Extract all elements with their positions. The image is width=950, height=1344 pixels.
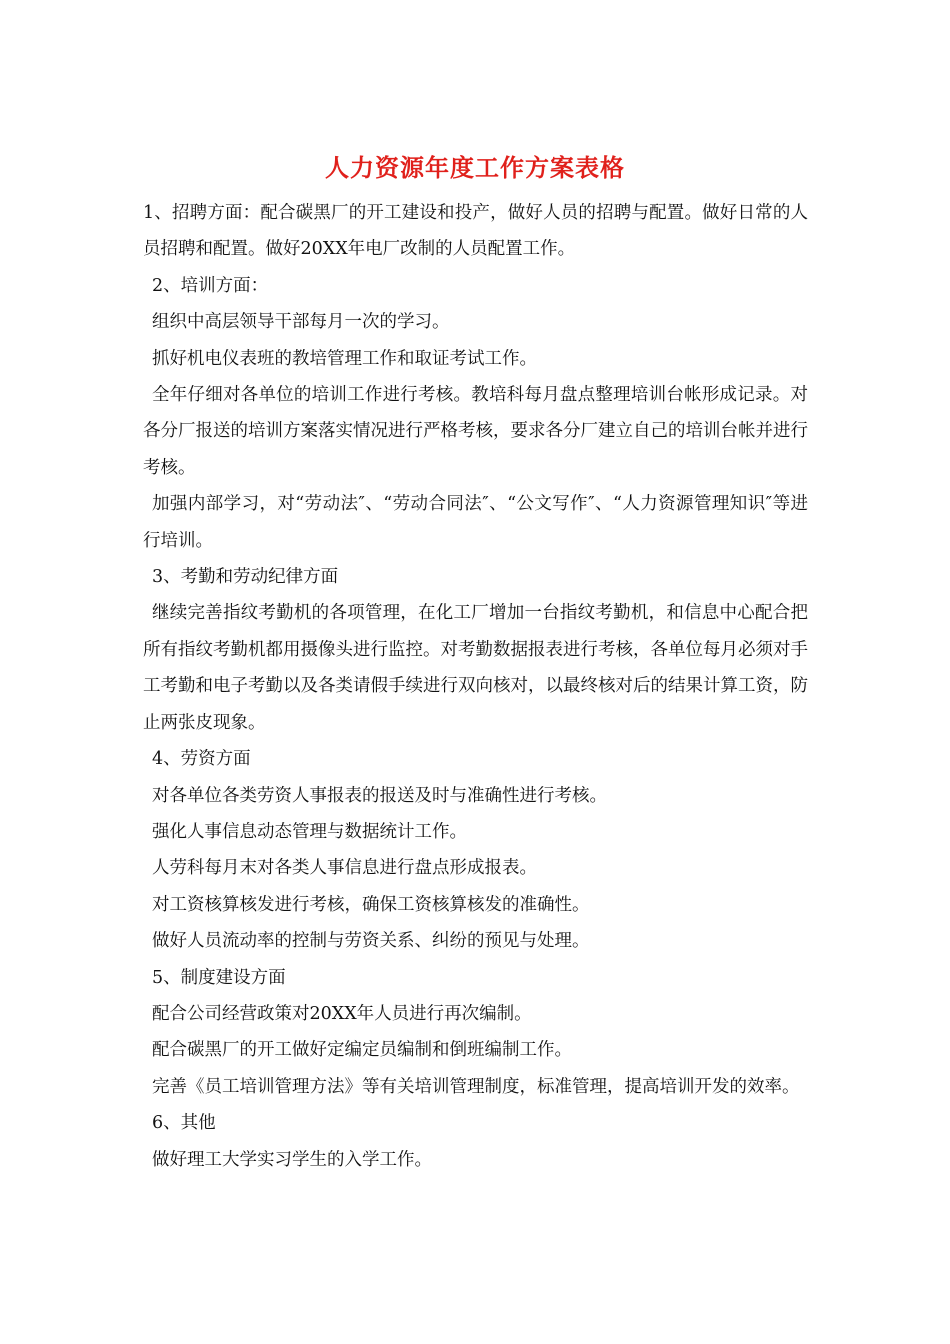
paragraph: 组织中高层领导干部每月一次的学习。: [152, 312, 450, 333]
paragraph: 全年仔细对各单位的培训工作进行考核。教培科每月盘点整理培训台帐形成记录。对各分厂报送的培训方案落实情况进行严格考核，要求各分厂建立自己的培训台帐并进行考核。: [143, 385, 808, 478]
paragraph: 加强内部学习，对“劳动法″、“劳动合同法″、“公文写作″、“人力资源管理知识″等进行培训。: [143, 494, 808, 551]
paragraph: 做好人员流动率的控制与劳资关系、纠纷的预见与处理。: [152, 931, 590, 952]
paragraph: 配合公司经营政策对20XX年人员进行再次编制。: [152, 1003, 532, 1024]
paragraph: 1、招聘方面：配合碳黑厂的开工建设和投产，做好人员的招聘与配置。做好日常的人员招聘和配置。做好20XX年电厂改制的人员配置工作。: [143, 203, 808, 260]
section-heading: 3、考勤和劳动纪律方面: [152, 567, 339, 588]
paragraph: 对工资核算核发进行考核，确保工资核算核发的准确性。: [152, 894, 590, 915]
paragraph: 做好理工大学实习学生的入学工作。: [152, 1149, 432, 1170]
section-heading: 6、其他: [152, 1113, 216, 1134]
paragraph: 抓好机电仪表班的教培管理工作和取证考试工作。: [152, 348, 537, 369]
document-title: 人力资源年度工作方案表格: [325, 153, 625, 182]
section-heading: 4、劳资方面: [152, 749, 251, 770]
document-body: [143, 195, 808, 1178]
section-heading: 5、制度建设方面: [152, 967, 286, 988]
paragraph: 对各单位各类劳资人事报表的报送及时与准确性进行考核。: [152, 785, 607, 806]
section-heading: 2、培训方面：: [152, 275, 269, 296]
paragraph: 完善《员工培训管理方法》等有关培训管理制度，标准管理，提高培训开发的效率。: [152, 1076, 800, 1097]
paragraph: 继续完善指纹考勤机的各项管理，在化工厂增加一台指纹考勤机，和信息中心配合把所有指纹考勤机都用摄像头进行监控。对考勤数据报表进行考核，各单位每月必须对手工考勤和电子考勤以及各类请假手续进行双向核对，以最终核对后的结果计算工资，防止两张皮现象。: [143, 603, 808, 733]
paragraph: 强化人事信息动态管理与数据统计工作。: [152, 821, 467, 842]
paragraph: 配合碳黑厂的开工做好定编定员编制和倒班编制工作。: [152, 1040, 572, 1061]
paragraph: 人劳科每月末对各类人事信息进行盘点形成报表。: [152, 858, 537, 879]
